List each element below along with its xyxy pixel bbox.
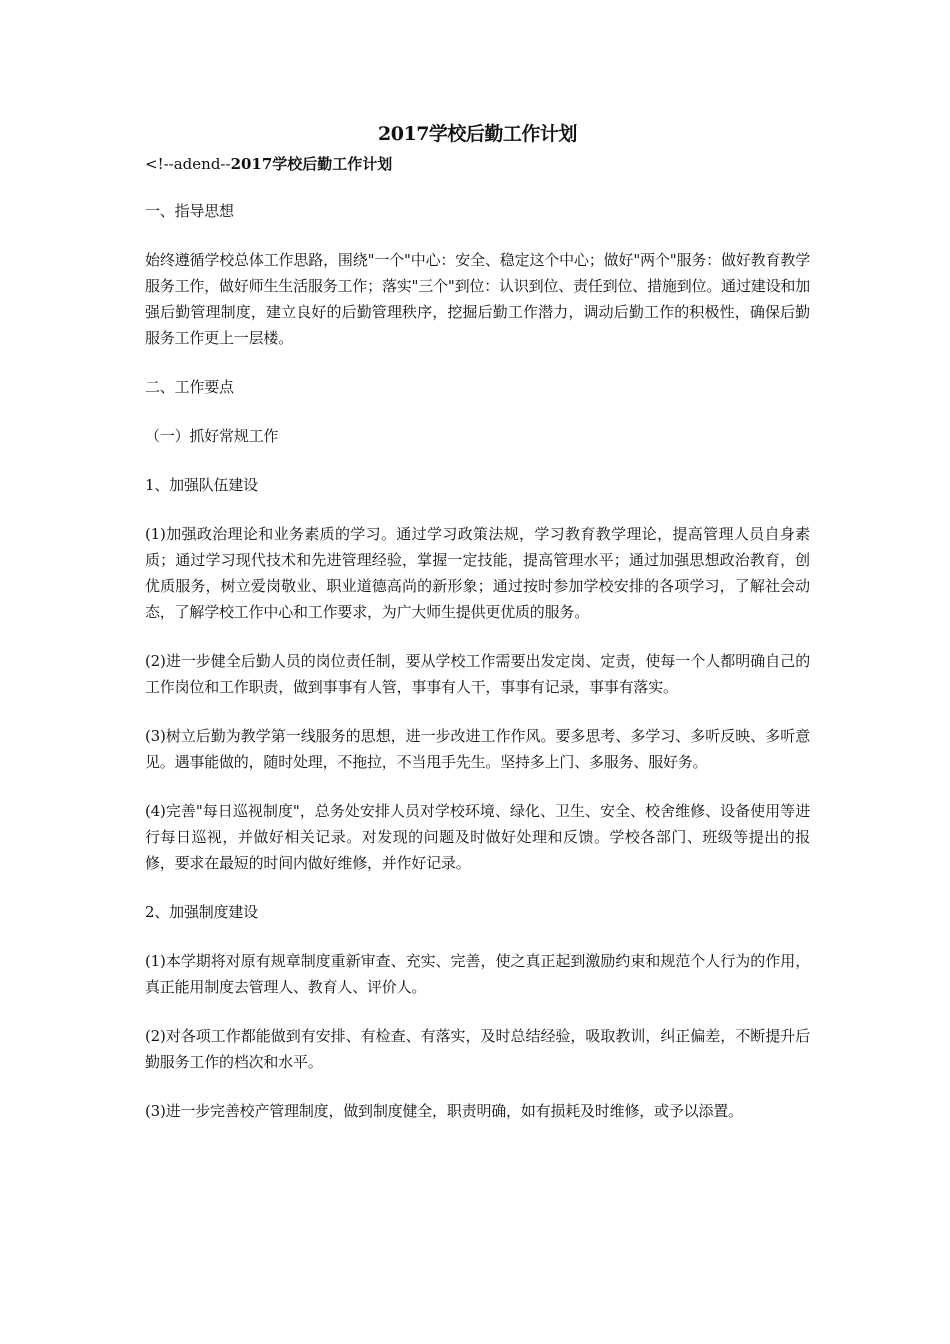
document-subtitle [145, 150, 810, 178]
paragraph-team-building-3: (3)树立后勤为教学第一线服务的思想，进一步改进工作作风。要多思考、多学习、多听反映、多听意见。遇事能做的，随时处理，不拖拉，不当甩手先生。坚持多上门、多服务、服好务。 [145, 727, 810, 771]
subtitle-marker: <!--adend-- [145, 155, 231, 173]
item-heading-system-building: 2、加强制度建设 [145, 903, 258, 921]
section-heading-guiding-thought: 一、指导思想 [145, 202, 234, 220]
paragraph-team-building-1: (1)加强政治理论和业务素质的学习。通过学习政策法规，学习教育教学理论，提高管理人员自身素质；通过学习现代技术和先进管理经验，掌握一定技能，提高管理水平；通过加强思想政治教育，创优质服务，树立爱岗敬业、职业道德高尚的新形象；通过按时参加学校安排的各项学习，了解社会动态，了解学校工作中心和工作要求，为广大师生提供更优质的服务。 [145, 525, 810, 621]
document-title: 2017学校后勤工作计划 [378, 123, 577, 145]
document-page [145, 118, 810, 1124]
subtitle-text: 2017学校后勤工作计划 [230, 155, 393, 173]
paragraph-system-building-3: (3)进一步完善校产管理制度，做到制度健全，职责明确，如有损耗及时维修，或予以添置。 [145, 1102, 743, 1120]
paragraph-team-building-2: (2)进一步健全后勤人员的岗位责任制，要从学校工作需要出发定岗、定责，使每一个人都明确自己的工作岗位和工作职责，做到事事有人管，事事有人干，事事有记录，事事有落实。 [145, 652, 810, 696]
subsection-heading-routine-work: （一）抓好常规工作 [145, 427, 279, 445]
paragraph-system-building-2: (2)对各项工作都能做到有安排、有检查、有落实，及时总结经验，吸取教训，纠正偏差，不断提升后勤服务工作的档次和水平。 [145, 1027, 810, 1071]
paragraph-team-building-4: (4)完善"每日巡视制度"，总务处安排人员对学校环境、绿化、卫生、安全、校舍维修、设备使用等进行每日巡视，并做好相关记录。对发现的问题及时做好处理和反馈。学校各部门、班级等提出的报修，要求在最短的时间内做好维修，并作好记录。 [145, 802, 810, 872]
paragraph-guiding-thought: 始终遵循学校总体工作思路，围绕"一个"中心：安全、稳定这个中心；做好"两个"服务：做好教育教学服务工作，做好师生生活服务工作；落实"三个"到位：认识到位、责任到位、措施到位。通过建设和加强后勤管理制度，建立良好的后勤管理秩序，挖掘后勤工作潜力，调动后勤工作的积极性，确保后勤服务工作更上一层楼。 [145, 251, 810, 347]
section-heading-work-points: 二、工作要点 [145, 378, 234, 396]
item-heading-team-building: 1、加强队伍建设 [145, 476, 258, 494]
paragraph-system-building-1: (1)本学期将对原有规章制度重新审查、充实、完善，使之真正起到激励约束和规范个人行为的作用，真正能用制度去管理人、教育人、评价人。 [145, 952, 810, 996]
